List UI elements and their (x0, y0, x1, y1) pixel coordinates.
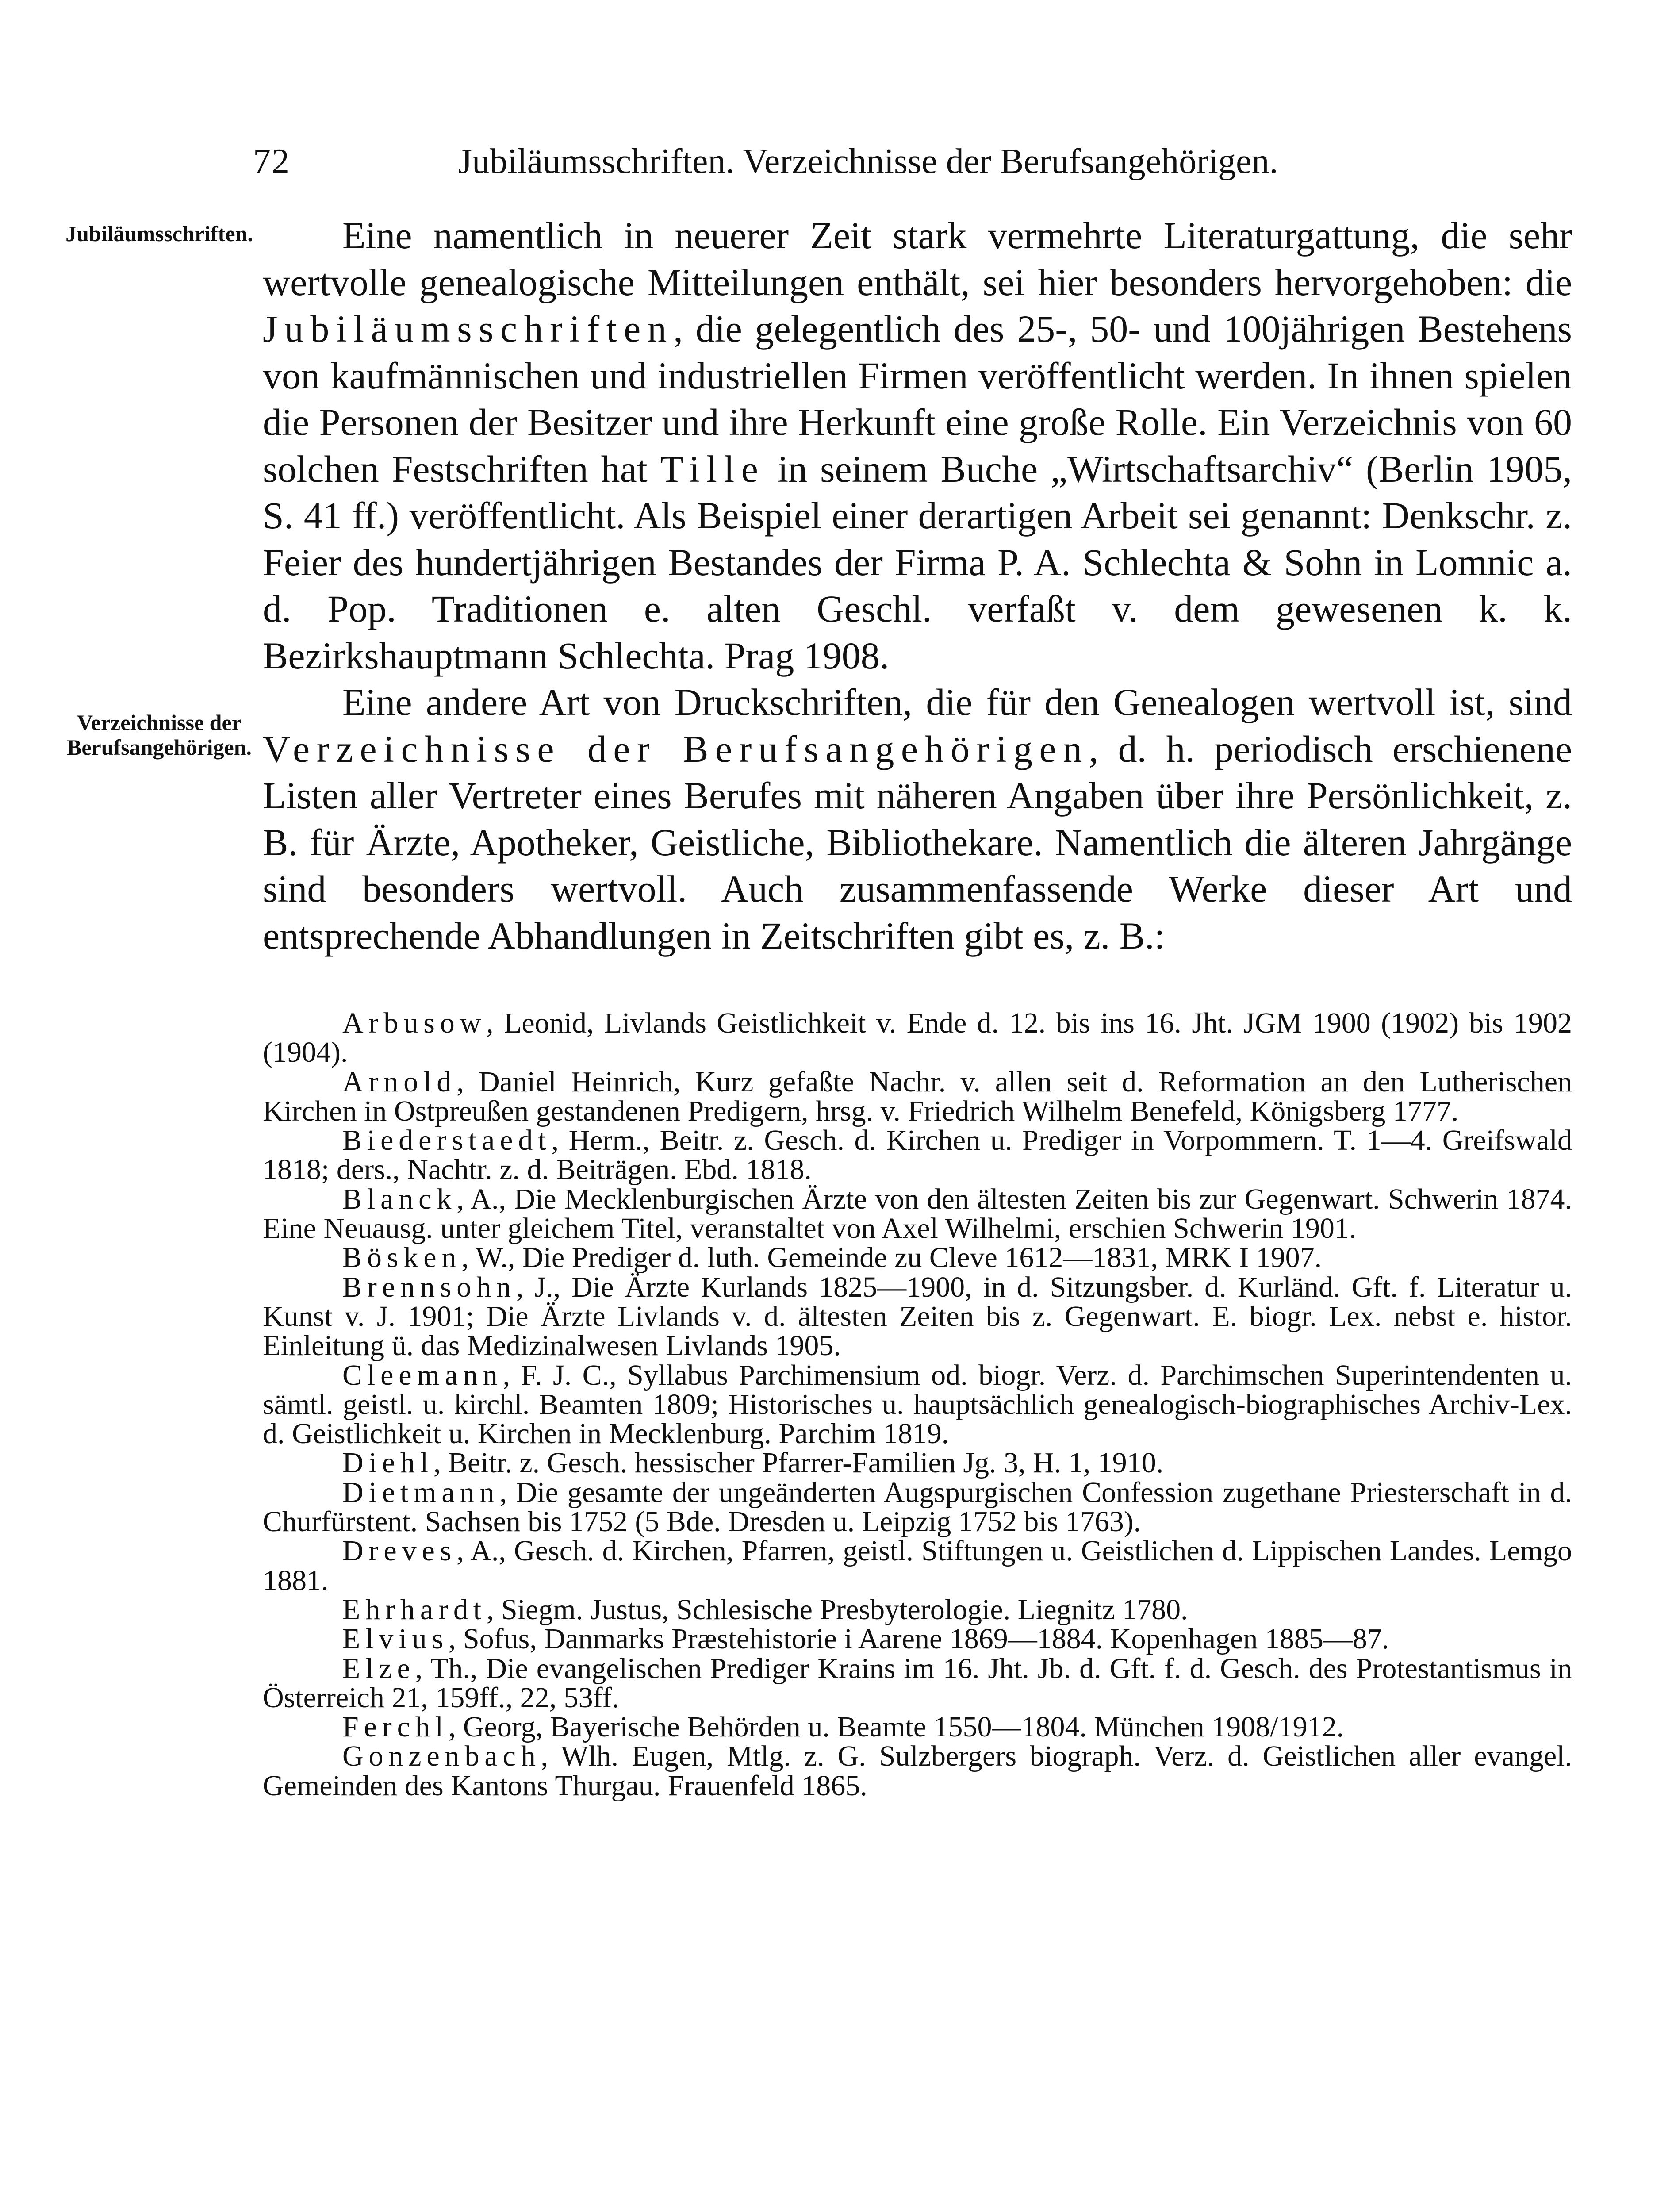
bibliography-entry: Biederstaedt, Herm., Beitr. z. Gesch. d. Kirchen u. Prediger in Vorpommern. T. 1—4. Greifswald 1818; ders., Nachtr. z. d. Beiträgen. Ebd. 1818. (263, 1124, 1572, 1186)
entry-author: Diehl (342, 1447, 434, 1479)
entry-author: Ehrhardt (342, 1593, 487, 1626)
main-text (263, 212, 1572, 959)
paragraph-verzeichnisse: Eine andere Art von Druckschriften, die für den Genealogen wertvoll ist, sind Verzeichnisse der Berufsangehörigen, d. h. periodisch erschienene Listen aller Vertreter eines Berufes mit näheren Angaben über ihre Persönlichkeit, z. B. für Ärzte, Apotheker, Geistliche, Bibliothekare. Namentlich die älteren Jahrgänge sind besonders wertvoll. Auch zusammenfassende Werke dieser Art und entsprechende Abhandlungen in Zeitschriften gibt es, z. B.: (263, 681, 1572, 957)
bibliography-entry: Blanck, A., Die Mecklenburgischen Ärzte von den ältesten Zeiten bis zur Gegenwart. Schwerin 1874. Eine Neuausg. unter gleichem Titel, veranstaltet von Axel Wilhelmi, erschien Schwerin 1901. (263, 1183, 1572, 1245)
entry-author: Elvius (342, 1623, 449, 1655)
entry-author: Bösken (342, 1241, 462, 1274)
bibliography-entry: Brennsohn, J., Die Ärzte Kurlands 1825—1900, in d. Sitzungsber. d. Kurländ. Gft. f. Literatur u. Kunst v. J. 1901; Die Ärzte Livlands v. d. ältesten Zeiten bis z. Gegenwart. E. biogr. Lex. nebst e. histor. Einleitung ü. das Medizinalwesen Livlands 1905. (263, 1271, 1572, 1362)
entry-author: Blanck (342, 1183, 457, 1215)
emphasis-term: Jubiläumsschriften (263, 307, 674, 350)
running-head: Jubiläumsschriften. Verzeichnisse der Berufsangehörigen. (458, 142, 1278, 181)
bibliography-entry: Arbusow, Leonid, Livlands Geistlichkeit v. Ende d. 12. bis ins 16. Jht. JGM 1900 (1902) bis 1902 (1904). (263, 1007, 1572, 1069)
entry-author: Biederstaedt (342, 1124, 552, 1157)
entry-author: Arbusow (342, 1007, 487, 1039)
emphasis-name: Tille (660, 447, 765, 490)
bibliography-entry: Dietmann, Die gesamte der ungeänderten Augspurgischen Confession zugethane Priesterschaft in d. Churfürstent. Sachsen bis 1752 (5 Bde. Dresden u. Leipzig 1752 bis 1763). (263, 1476, 1572, 1538)
entry-author: Ferchl (342, 1711, 449, 1743)
entry-author: Elze (342, 1652, 415, 1685)
entry-author: Cleemann (342, 1359, 503, 1391)
bibliography-entry: Arnold, Daniel Heinrich, Kurz gefaßte Nachr. v. allen seit d. Reformation an den Lutherischen Kirchen in Ostpreußen gestandenen Predigern, hrsg. v. Friedrich Wilhelm Benefeld, Königsberg 1777. (263, 1065, 1572, 1127)
bibliography-entry: Diehl, Beitr. z. Gesch. hessischer Pfarrer-Familien Jg. 3, H. 1, 1910. (342, 1447, 1164, 1479)
bibliography-entry: Dreves, A., Gesch. d. Kirchen, Pfarren, geistl. Stiftungen u. Geistlichen d. Lippischen Landes. Lemgo 1881. (263, 1535, 1572, 1597)
bibliography-entry: Gonzenbach, Wlh. Eugen, Mtlg. z. G. Sulzbergers biograph. Verz. d. Geistlichen aller evangel. Gemeinden des Kantons Thurgau. Frauenfeld 1865. (263, 1740, 1572, 1802)
bibliography-entry: Cleemann, F. J. C., Syllabus Parchimensium od. biogr. Verz. d. Parchimschen Superintendenten u. sämtl. geistl. u. kirchl. Beamten 1809; Historisches u. hauptsächlich genealogisch-biographisches Archiv-Lex. d. Geistlichkeit u. Kirchen in Mecklenburg. Parchim 1819. (263, 1359, 1572, 1450)
margin-note-verzeichnisse: Verzeichnisse der Berufsangehörigen. (66, 710, 252, 760)
bibliography-entry: Elvius, Sofus, Danmarks Præstehistorie i Aarene 1869—1884. Kopenhagen 1885—87. (342, 1623, 1389, 1655)
page-number: 72 (253, 142, 290, 181)
bibliography-entry: Ehrhardt, Siegm. Justus, Schlesische Presbyterologie. Liegnitz 1780. (342, 1593, 1188, 1626)
bibliography-entry: Elze, Th., Die evangelischen Prediger Krains im 16. Jht. Jb. d. Gft. f. d. Gesch. des Protestantismus in Österreich 21, 159ff., 22, 53ff. (263, 1652, 1572, 1714)
entry-author: Arnold (342, 1065, 457, 1098)
entry-author: Gonzenbach (342, 1740, 541, 1773)
bibliography-entry: Bösken, W., Die Prediger d. luth. Gemeinde zu Cleve 1612—1831, MRK I 1907. (342, 1241, 1322, 1274)
margin-note-jubilaeumsschriften: Jubiläumsschriften. (65, 221, 253, 246)
entry-author: Dietmann (342, 1476, 500, 1509)
paragraph-jubilaeumsschriften: Eine namentlich in neuerer Zeit stark vermehrte Literaturgattung, die sehr wertvolle genealogische Mitteilungen enthält, sei hier besonders hervorgehoben: die Jubiläumsschriften, die gelegentlich des 25-, 50- und 100jährigen Bestehens von kaufmännischen und industriellen Firmen veröffentlicht werden. In ihnen spielen die Personen der Besitzer und ihre Herkunft eine große Rolle. Ein Verzeichnis von 60 solchen Festschriften hat Tille in seinem Buche „Wirtschaftsarchiv“ (Berlin 1905, S. 41 ff.) veröffentlicht. Als Beispiel einer derartigen Arbeit sei genannt: Denkschr. z. Feier des hundertjährigen Bestandes der Firma P. A. Schlechta & Sohn in Lomnic a. d. Pop. Traditionen e. alten Geschl. verfaßt v. dem gewesenen k. k. Bezirkshauptmann Schlechta. Prag 1908. (263, 214, 1572, 677)
bibliography-list (263, 1009, 1572, 1801)
emphasis-term: Verzeichnisse der Berufsangehörigen (263, 727, 1089, 770)
bibliography-entry: Ferchl, Georg, Bayerische Behörden u. Beamte 1550—1804. München 1908/1912. (342, 1711, 1344, 1743)
entry-author: Brennsohn (342, 1271, 516, 1303)
entry-author: Dreves (342, 1535, 457, 1567)
